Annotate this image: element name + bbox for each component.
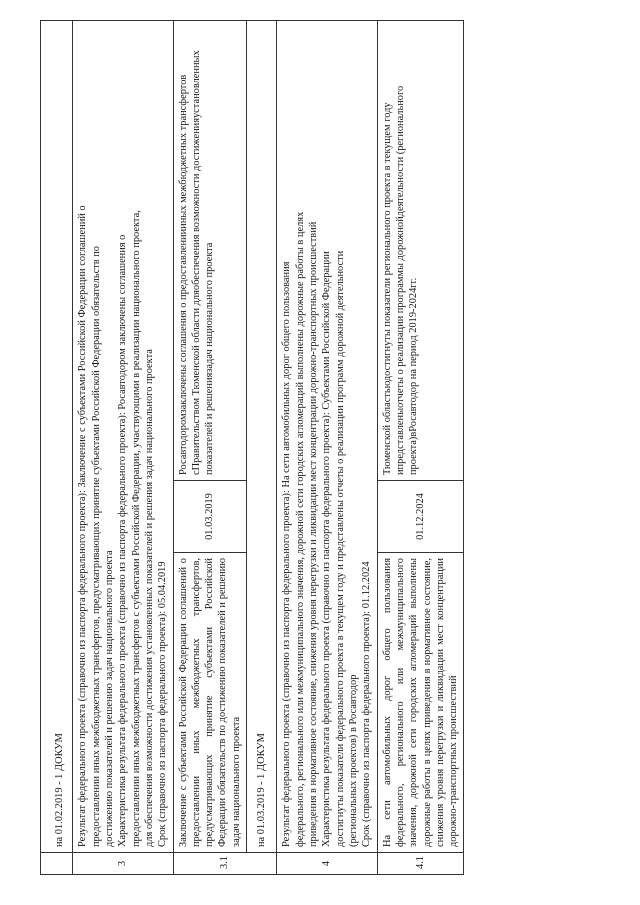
text-line: Срок (справочно из паспорта федерального проекта): 01.12.2024 (361, 561, 373, 847)
document-table (40, 20, 464, 875)
federal-result-block (73, 21, 173, 853)
row-number: 3.1 (173, 853, 277, 875)
table-row (173, 21, 247, 875)
text-line: (региональных проектов) в Росавтодор (347, 674, 359, 847)
table-row (247, 21, 277, 875)
due-date: 01.12.2024 (377, 481, 464, 553)
text-line: Результат федерального проекта (справочно из паспорта федерального проекта): На сети автомобильных дорог общего пользования (281, 261, 293, 847)
text-line: предоставлении иных межбюджетных трансфертов, предусматривающих принятие субъектами Российской Федерации обязательств по (90, 246, 102, 847)
due-date: 01.03.2019 (173, 481, 247, 553)
text-line: для обеспечения возможности достижения установленных показателей и решения задач национального проекта (143, 349, 155, 847)
result-description: На сети автомобильных дорог общего пользования федерального, регионального или межмуниципального значения, дорожной сети городских агломераций выполнены дорожные работы в целях приведения в нормативное состояние, снижения уровня перегрузки и ликвидации мест концентрации дорожно-транспортных происшествий (377, 553, 464, 853)
table-row (377, 21, 464, 875)
table-row (41, 21, 73, 875)
text-line: Результат федерального проекта (справочно из паспорта федерального проекта): Заключение с субъектами Российской Федерации соглашений о (77, 205, 89, 847)
status-line: на 01.03.2019 - 1 ДОКУМ (247, 21, 277, 853)
federal-result-block (277, 21, 377, 853)
row-number: 4 (277, 853, 377, 875)
result-description: Заключение с субъектами Российской Федерации соглашений о предоставлении иных межбюджетных трансфертов, предусматривающих принятие субъектами Российской Федерации обязательств по достижению показателей и решению задач национального проекта (173, 553, 247, 853)
text-line: достижению показателей и решению задач национального проекта (103, 550, 115, 847)
table-row (277, 21, 377, 875)
text-line: Характеристика результата федерального проекта (справочно из паспорта федерального проекта): Росавтодором заключены соглашения о (117, 234, 129, 847)
row-number: 3 (73, 853, 173, 875)
result-characteristic: Тюменской областьюдостигнуты показатели регионального проекта в текущем году ипредставленыотчеты о реализации программы дорожнойдеятельности (регионального проекта)вРосавтодор на период 2019-2024гг. (377, 21, 464, 481)
text-line: приведения в нормативное состояние, снижения уровня перегрузки и ликвидации мест концентрации дорожно-транспортных происшествий (308, 221, 319, 847)
table-row (73, 21, 173, 875)
text-line: Срок (справочно из паспорта федерального проекта): 05.04.2019 (157, 561, 169, 847)
result-characteristic: Росавтодоромзаключены соглашения о предоставлениииных межбюджетных трансфертов сПравительством Тюменской области дляобеспечения возможности достиженияустановленных показателей и решениязадач национального проекта (173, 21, 247, 481)
row-number-cell (41, 853, 73, 875)
text-line: предоставлении иных межбюджетных трансфертов с субъектами Российской Федерации, участвующими в реализации национального проекта, (130, 210, 142, 847)
text-line: федерального, регионального или межмуниципального значения, дорожной сети городских агломераций выполнены дорожные работы в целях (294, 211, 306, 847)
status-line: на 01.02.2019 - 1 ДОКУМ (41, 21, 73, 853)
text-line: достигнуты показатели федерального проекта в текущем году и представлены отчеты о реализации программ дорожной деятельности (334, 250, 346, 847)
text-line: Характеристика результата федерального проекта (справочно из паспорта федерального проекта): Субъектами Российской Федерации (321, 251, 333, 847)
row-number: 4.1 (377, 853, 464, 875)
